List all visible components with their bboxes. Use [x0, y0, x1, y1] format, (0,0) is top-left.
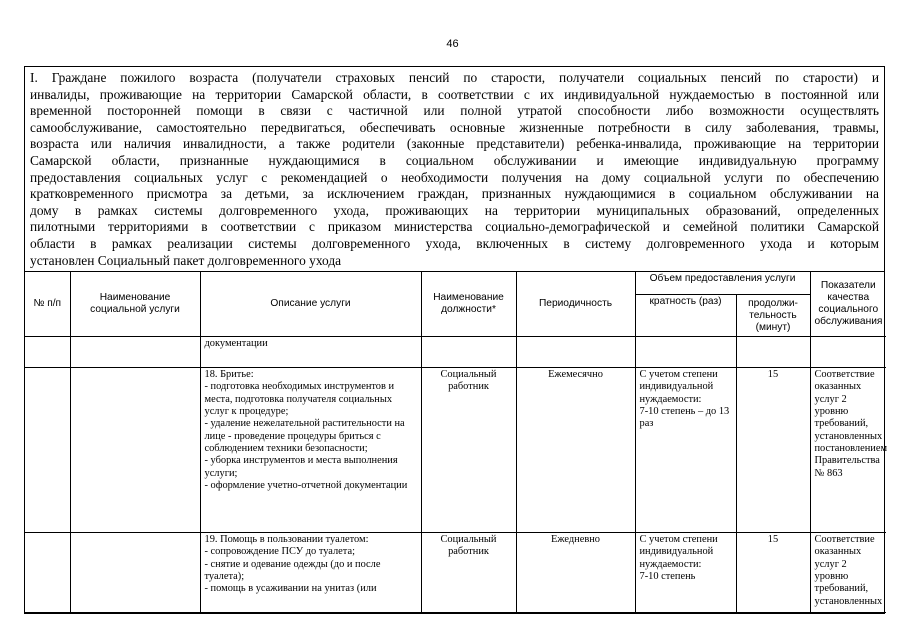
header-quality: Показатели качества социального обслуживания — [810, 272, 886, 337]
cell-name — [70, 368, 200, 533]
header-description: Описание услуги — [200, 272, 421, 337]
services-table — [25, 272, 886, 613]
table-row — [25, 533, 886, 613]
cell-quality: Соответствие оказанных услуг 2 уровню требований, установленных — [810, 533, 886, 613]
section-intro — [25, 67, 884, 272]
intro-line: возраста или наличия инвалидности, а также родители (законные представители) ребенка-инвалида, проживающие на территории — [30, 136, 879, 152]
cell-frequency — [635, 337, 736, 368]
header-duration: продолжи-тельность (минут) — [736, 295, 810, 337]
intro-line: инвалиды, проживающие на территории Самарской области, в соответствии с их индивидуальной нуждаемостью в постоянной или — [30, 86, 879, 102]
intro-line: Самарской области, признанные нуждающимися в социальном обслуживании и имеющие индивидуальную программу — [30, 152, 879, 168]
intro-line: самообслуживание, самостоятельно передвигаться, обеспечивать основные жизненные потребности в силу заболевания, травмы, — [30, 119, 879, 135]
cell-duration — [736, 337, 810, 368]
intro-line: I. Граждане пожилого возраста (получатели страховых пенсий по старости, получатели социальных пенсий по старости) и — [30, 70, 879, 85]
cell-name — [70, 337, 200, 368]
cell-position — [421, 337, 516, 368]
cell-quality — [810, 337, 886, 368]
cell-duration: 15 — [736, 533, 810, 613]
cell-name — [70, 533, 200, 613]
intro-line: установлен Социальный пакет долговременного ухода — [30, 252, 342, 268]
header-volume: Объем предоставления услуги — [635, 272, 810, 295]
cell-num — [25, 533, 70, 613]
cell-quality: Соответствие оказанных услуг 2 уровню требований, установленных постановлением Правительства № 863 — [810, 368, 886, 533]
header-position: Наименование должности* — [421, 272, 516, 337]
cell-description: 18. Бритье: - подготовка необходимых инструментов и места, подготовка получателя социальных услуг к процедуре; - удаление нежелательной растительности на лице - проведение процедуры бриться с соблюдением техники безопасности; - уборка инструментов и места выполнения услуги; - оформление учетно-отчетной документации — [200, 368, 421, 533]
cell-num — [25, 368, 70, 533]
cell-duration: 15 — [736, 368, 810, 533]
cell-periodicity: Ежемесячно — [516, 368, 635, 533]
cell-num — [25, 337, 70, 368]
cell-position: Социальный работник — [421, 368, 516, 533]
intro-line: области в рамках реализации системы долговременного ухода, включенных в систему долговременного ухода и которым — [30, 235, 879, 251]
header-num: № п/п — [25, 272, 70, 337]
cell-frequency: С учетом степени индивидуальной нуждаемости: 7-10 степень – до 13 раз — [635, 368, 736, 533]
intro-line: предоставления социальных услуг с рекомендацией о необходимости получения на дому социальной услуги по обеспечению — [30, 169, 879, 185]
cell-description: документации — [200, 337, 421, 368]
table-header-row — [25, 272, 886, 295]
intro-line: пилотными территориями в соответствии с приказом министерства социально-демографической и семейной политики Самарской — [30, 219, 879, 235]
cell-position: Социальный работник — [421, 533, 516, 613]
cell-frequency: С учетом степени индивидуальной нуждаемости: 7-10 степень — [635, 533, 736, 613]
document-frame — [24, 66, 888, 614]
header-periodicity: Периодичность — [516, 272, 635, 337]
cell-periodicity — [516, 337, 635, 368]
table-row — [25, 337, 886, 368]
header-frequency: кратность (раз) — [635, 295, 736, 337]
intro-line: дому в рамках системы долговременного ухода, проживающих на территории муниципальных образований, определенных — [30, 202, 879, 218]
cell-periodicity: Ежедневно — [516, 533, 635, 613]
intro-line: кратковременного присмотра за детьми, за исключением граждан, признанных нуждающимися в социальном обслуживании на — [30, 186, 879, 202]
page-number: 46 — [446, 38, 459, 50]
intro-line: временной посторонней помощи в связи с частичной или полной утратой способности либо возможности осуществлять — [30, 103, 879, 119]
table-row — [25, 368, 886, 533]
cell-description: 19. Помощь в пользовании туалетом: - сопровождение ПСУ до туалета; - снятие и одевание одежды (до и после туалета); - помощь в усаживании на унитаз (или — [200, 533, 421, 613]
header-name: Наименование социальной услуги — [70, 272, 200, 337]
